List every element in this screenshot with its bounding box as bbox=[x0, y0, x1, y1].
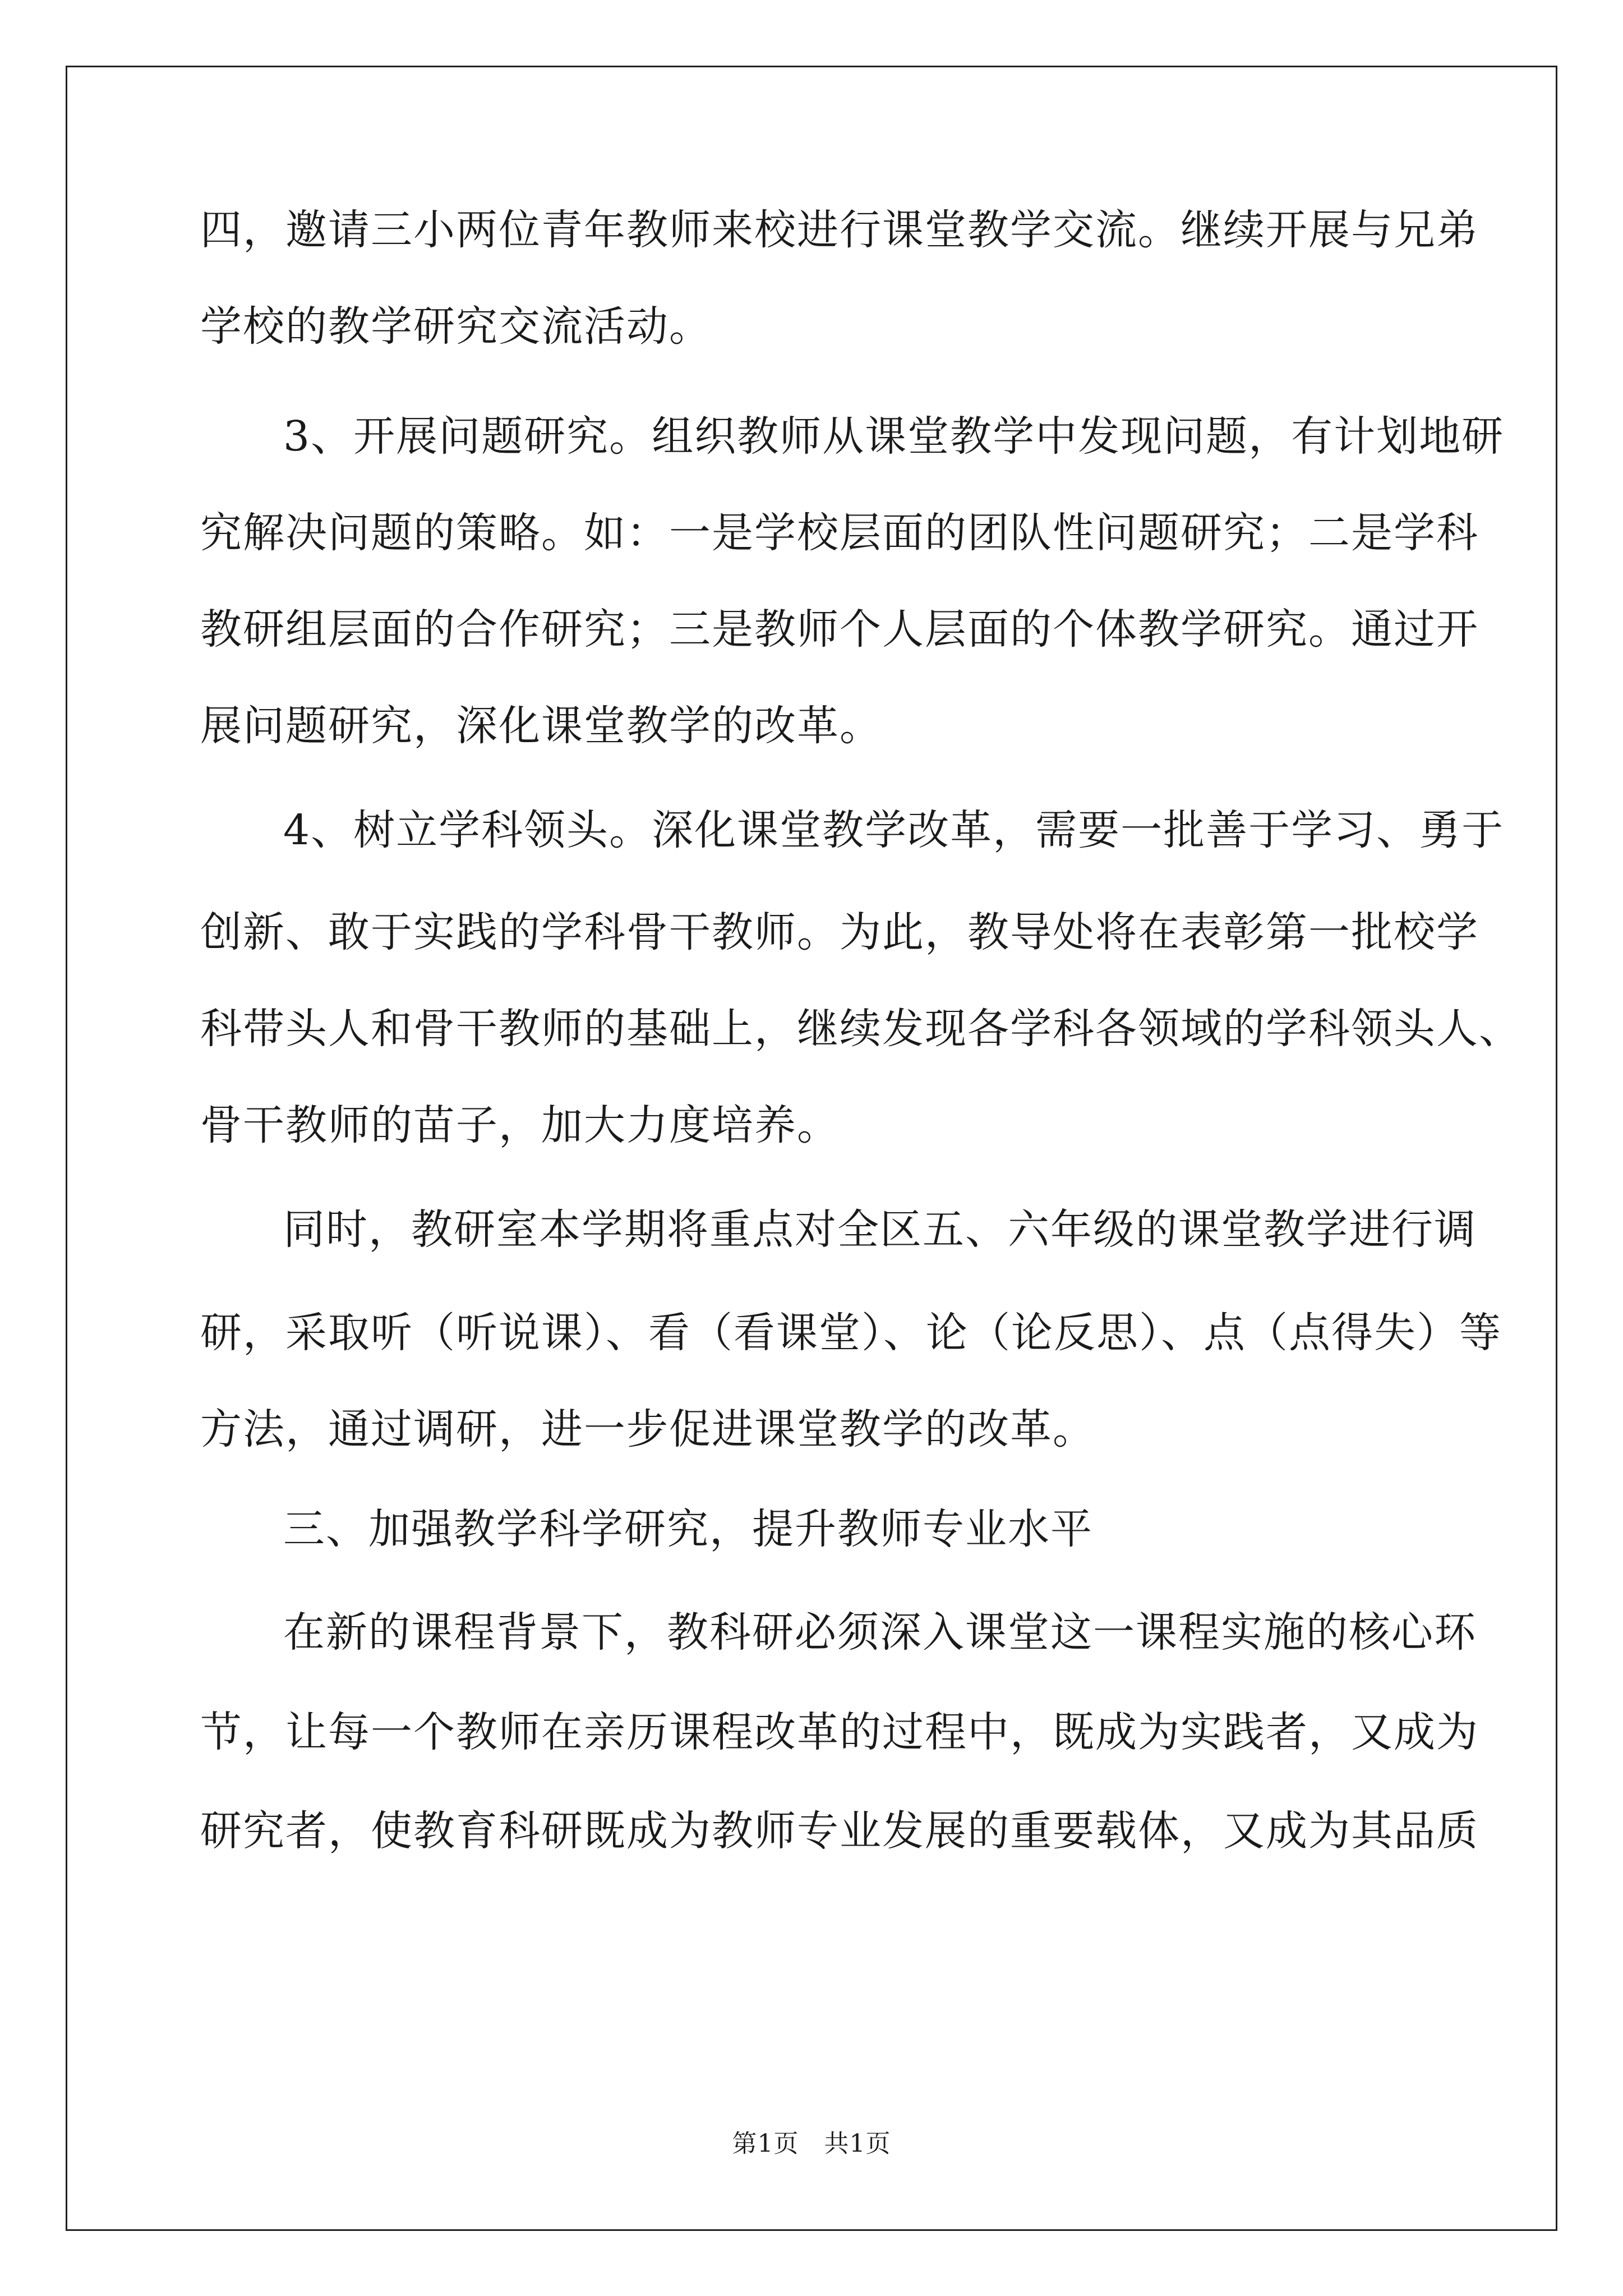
text-line-15: 在新的课程背景下，教科研必须深入课堂这一课程实施的核心环 bbox=[283, 1608, 1477, 1657]
text-line-5: 教研组层面的合作研究；三是教师个人层面的个体教学研究。通过开 bbox=[200, 605, 1479, 654]
text-line-9: 科带头人和骨干教师的基础上，继续发现各学科各领域的学科领头人、 bbox=[200, 1005, 1521, 1053]
text-line-4: 究解决问题的策略。如：一是学校层面的团队性问题研究；二是学科 bbox=[200, 509, 1479, 557]
text-line-1: 四，邀请三小两位青年教师来校进行课堂教学交流。继续开展与兄弟 bbox=[200, 206, 1479, 254]
text-line-2: 学校的教学研究交流活动。 bbox=[200, 302, 712, 351]
text-line-13: 方法，通过调研，进一步促进课堂教学的改革。 bbox=[200, 1405, 1095, 1453]
section-heading: 三、加强教学科学研究，提升教师专业水平 bbox=[283, 1505, 1093, 1553]
text-line-11: 同时，教研室本学期将重点对全区五、六年级的课堂教学进行调 bbox=[283, 1205, 1477, 1254]
text-line-8: 创新、敢于实践的学科骨干教师。为此，教导处将在表彰第一批校学 bbox=[200, 908, 1479, 956]
text-line-17: 研究者，使教育科研既成为教师专业发展的重要载体，又成为其品质 bbox=[200, 1807, 1479, 1855]
text-line-10: 骨干教师的苗子，加大力度培养。 bbox=[200, 1101, 840, 1149]
text-line-7: 4、树立学科领头。深化课堂教学改革，需要一批善于学习、勇于 bbox=[283, 806, 1505, 854]
text-line-6: 展问题研究，深化课堂教学的改革。 bbox=[200, 702, 882, 750]
page-number-footer: 第1页 共1页 bbox=[732, 2129, 891, 2158]
text-line-3: 3、开展问题研究。组织教师从课堂教学中发现问题，有计划地研 bbox=[283, 412, 1505, 461]
text-line-12: 研，采取听（听说课）、看（看课堂）、论（论反思）、点（点得失）等 bbox=[200, 1309, 1502, 1357]
text-line-16: 节，让每一个教师在亲历课程改革的过程中，既成为实践者，又成为 bbox=[200, 1708, 1479, 1756]
